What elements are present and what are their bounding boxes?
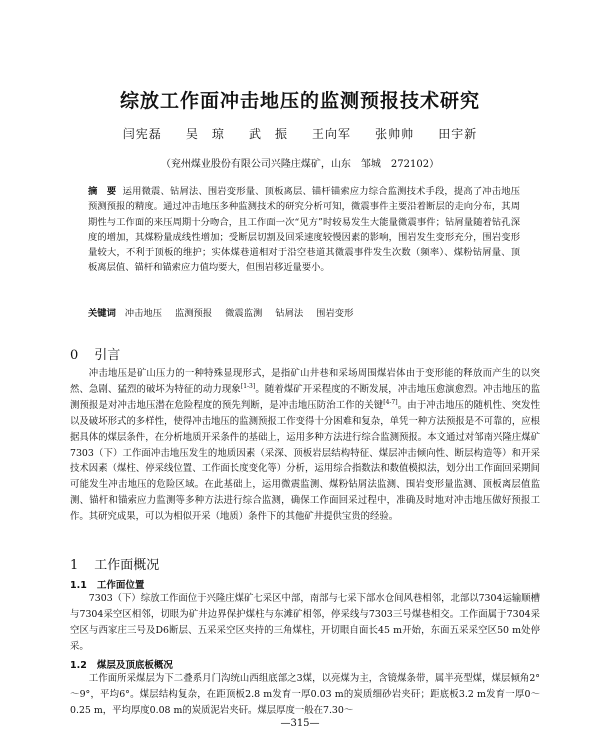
paper-title: 综放工作面冲击地压的监测预报技术研究: [119, 90, 480, 112]
author-name: 田宇新: [438, 127, 478, 141]
keyword: 监测预报: [174, 308, 213, 319]
abstract-label: 摘 要: [88, 186, 117, 197]
coal-seam-paragraph: 工作面所采煤层为下二叠系月门沟统山西组底部之3煤，以亮煤为主，含镜煤条带，属半亮型煤，煤层倾角2°～9°，平均6°。煤层结构复杂，在距顶板2.8 m发育一厚0.03 m的炭质细砂岩夹矸；距底板3.2 m发育一厚0～0.25 m，平均厚度0.08 m的炭质泥岩夹矸。煤层厚度一般在7.30～: [70, 673, 540, 716]
affiliation: （兖州煤业股份有限公司兴隆庄煤矿，山东 邹城 272102）: [160, 159, 440, 170]
subsection-number: 1.2: [70, 660, 87, 671]
keyword: 微震监测: [225, 308, 263, 319]
introduction-paragraph: [70, 366, 540, 525]
author-name: 张帅帅: [375, 127, 415, 141]
citation: [1-3]: [240, 382, 256, 390]
paragraph-text: 冲击地压是矿山压力的一种特殊显现形式，是指矿山井巷和采场周围煤岩体由于变形能的释放而产生的以突然、急剧、猛烈的破坏为特征的动力现象: [70, 368, 540, 395]
keywords: [88, 305, 520, 319]
paragraph-text: 。由于冲击地压的随机性、突发性以及破坏形式的多样性，使得冲击地压的监测预报工作变得十分困难和复杂，单凭一种方法预报是不可靠的，应根据具体的煤层条件，在分析地质开采条件的基础上，运用多种方法进行综合监测预报。本文通过对邹南兴隆庄煤矿7303（下）工作面冲击地压发生的地质因素（采深、顶板岩层结构特征、煤层冲击倾向性、断层构造等）和开采技术因素（煤柱、停采线位置、工作面长度变化等）分析，运用综合指数法和数值模拟法，划分出工作面回采期间可能发生冲击地压的危险区域。在此基础上，运用微震监测、煤粉钻屑法监测、围岩变形量监测、顶板离层值监测、锚杆和锚索应力监测等多种方法进行综合监测，确保工作面回采过程中，准确及时地对冲击地压做好预报工作。其研究成果，可以为相似开采（地质）条件下的其他矿井提供宝贵的经验。: [70, 399, 540, 523]
author-name: 武 振: [248, 127, 288, 141]
section-title: 引言: [94, 348, 121, 363]
abstract-text: 运用微震、钻屑法、围岩变形量、顶板离层、锚杆锚索应力综合监测技术手段，提高了冲击地压预测预报的精度。通过冲击地压多种监测技术的研究分析可知，微震事件主要沿着断层的走向分布，其周期性与工作面的来压周期十分吻合，且工作面一次“见方”时较易发生大能量微震事件；钻屑量随着钻孔深度的增加，其煤粉量成线性增加；受断层切割及回采速度较慢因素的影响，围岩发生变形充分，围岩变形量较大，不利于顶板的维护；实体煤巷道相对于沿空巷道其微震事件发生次数（频率）、煤粉钻屑量、顶板离层值、锚杆和锚索应力值均要大，但围岩移近量要小。: [88, 186, 520, 274]
subsection-title: 工作面位置: [96, 580, 145, 591]
citation: [4-7]: [383, 398, 398, 406]
keyword: 围岩变形: [316, 308, 354, 319]
section-number: 1: [70, 558, 79, 573]
abstract: [88, 184, 520, 276]
subsection-number: 1.1: [70, 580, 87, 591]
subsection-title: 煤层及顶底板概况: [96, 660, 173, 671]
section-heading-introduction: [70, 344, 120, 363]
section-title: 工作面概况: [94, 558, 160, 573]
author-name: 闫宪磊: [122, 127, 162, 141]
section-number: 0: [70, 348, 79, 363]
paragraph-text: 。随着煤矿开采程度的不断发展，冲击地压愈演愈烈。冲击地压的监测预报是对冲击地压潜在危险程度的预先判断，是冲击地压防治工作的关键: [70, 383, 540, 411]
keyword: 冲击地压: [124, 308, 162, 319]
section-heading-workface: [70, 554, 159, 573]
author-name: 王向军: [312, 127, 352, 141]
page-number: —315—: [280, 718, 320, 729]
subsection-heading-coal-seam: [70, 657, 173, 671]
subsection-heading-location: [70, 577, 144, 591]
keyword: 钻屑法: [275, 308, 304, 319]
location-paragraph: 7303（下）综放工作面位于兴隆庄煤矿七采区中部，南部与七采下部水仓间风巷相邻，北部以7304运输顺槽与7304采空区相邻，切眼为矿井边界保护煤柱与东滩矿相邻，停采线与7303三号煤巷相交。工作面属于7304采空区与西家庄三号及D6断层、五采采空区夹持的三角煤柱，开切眼自面长45 m开始，东面五采采空区50 m处停采。: [70, 593, 540, 652]
keywords-label: 关键词: [88, 308, 116, 319]
author-name: 吴 琼: [185, 127, 225, 141]
author-list: [0, 125, 600, 142]
